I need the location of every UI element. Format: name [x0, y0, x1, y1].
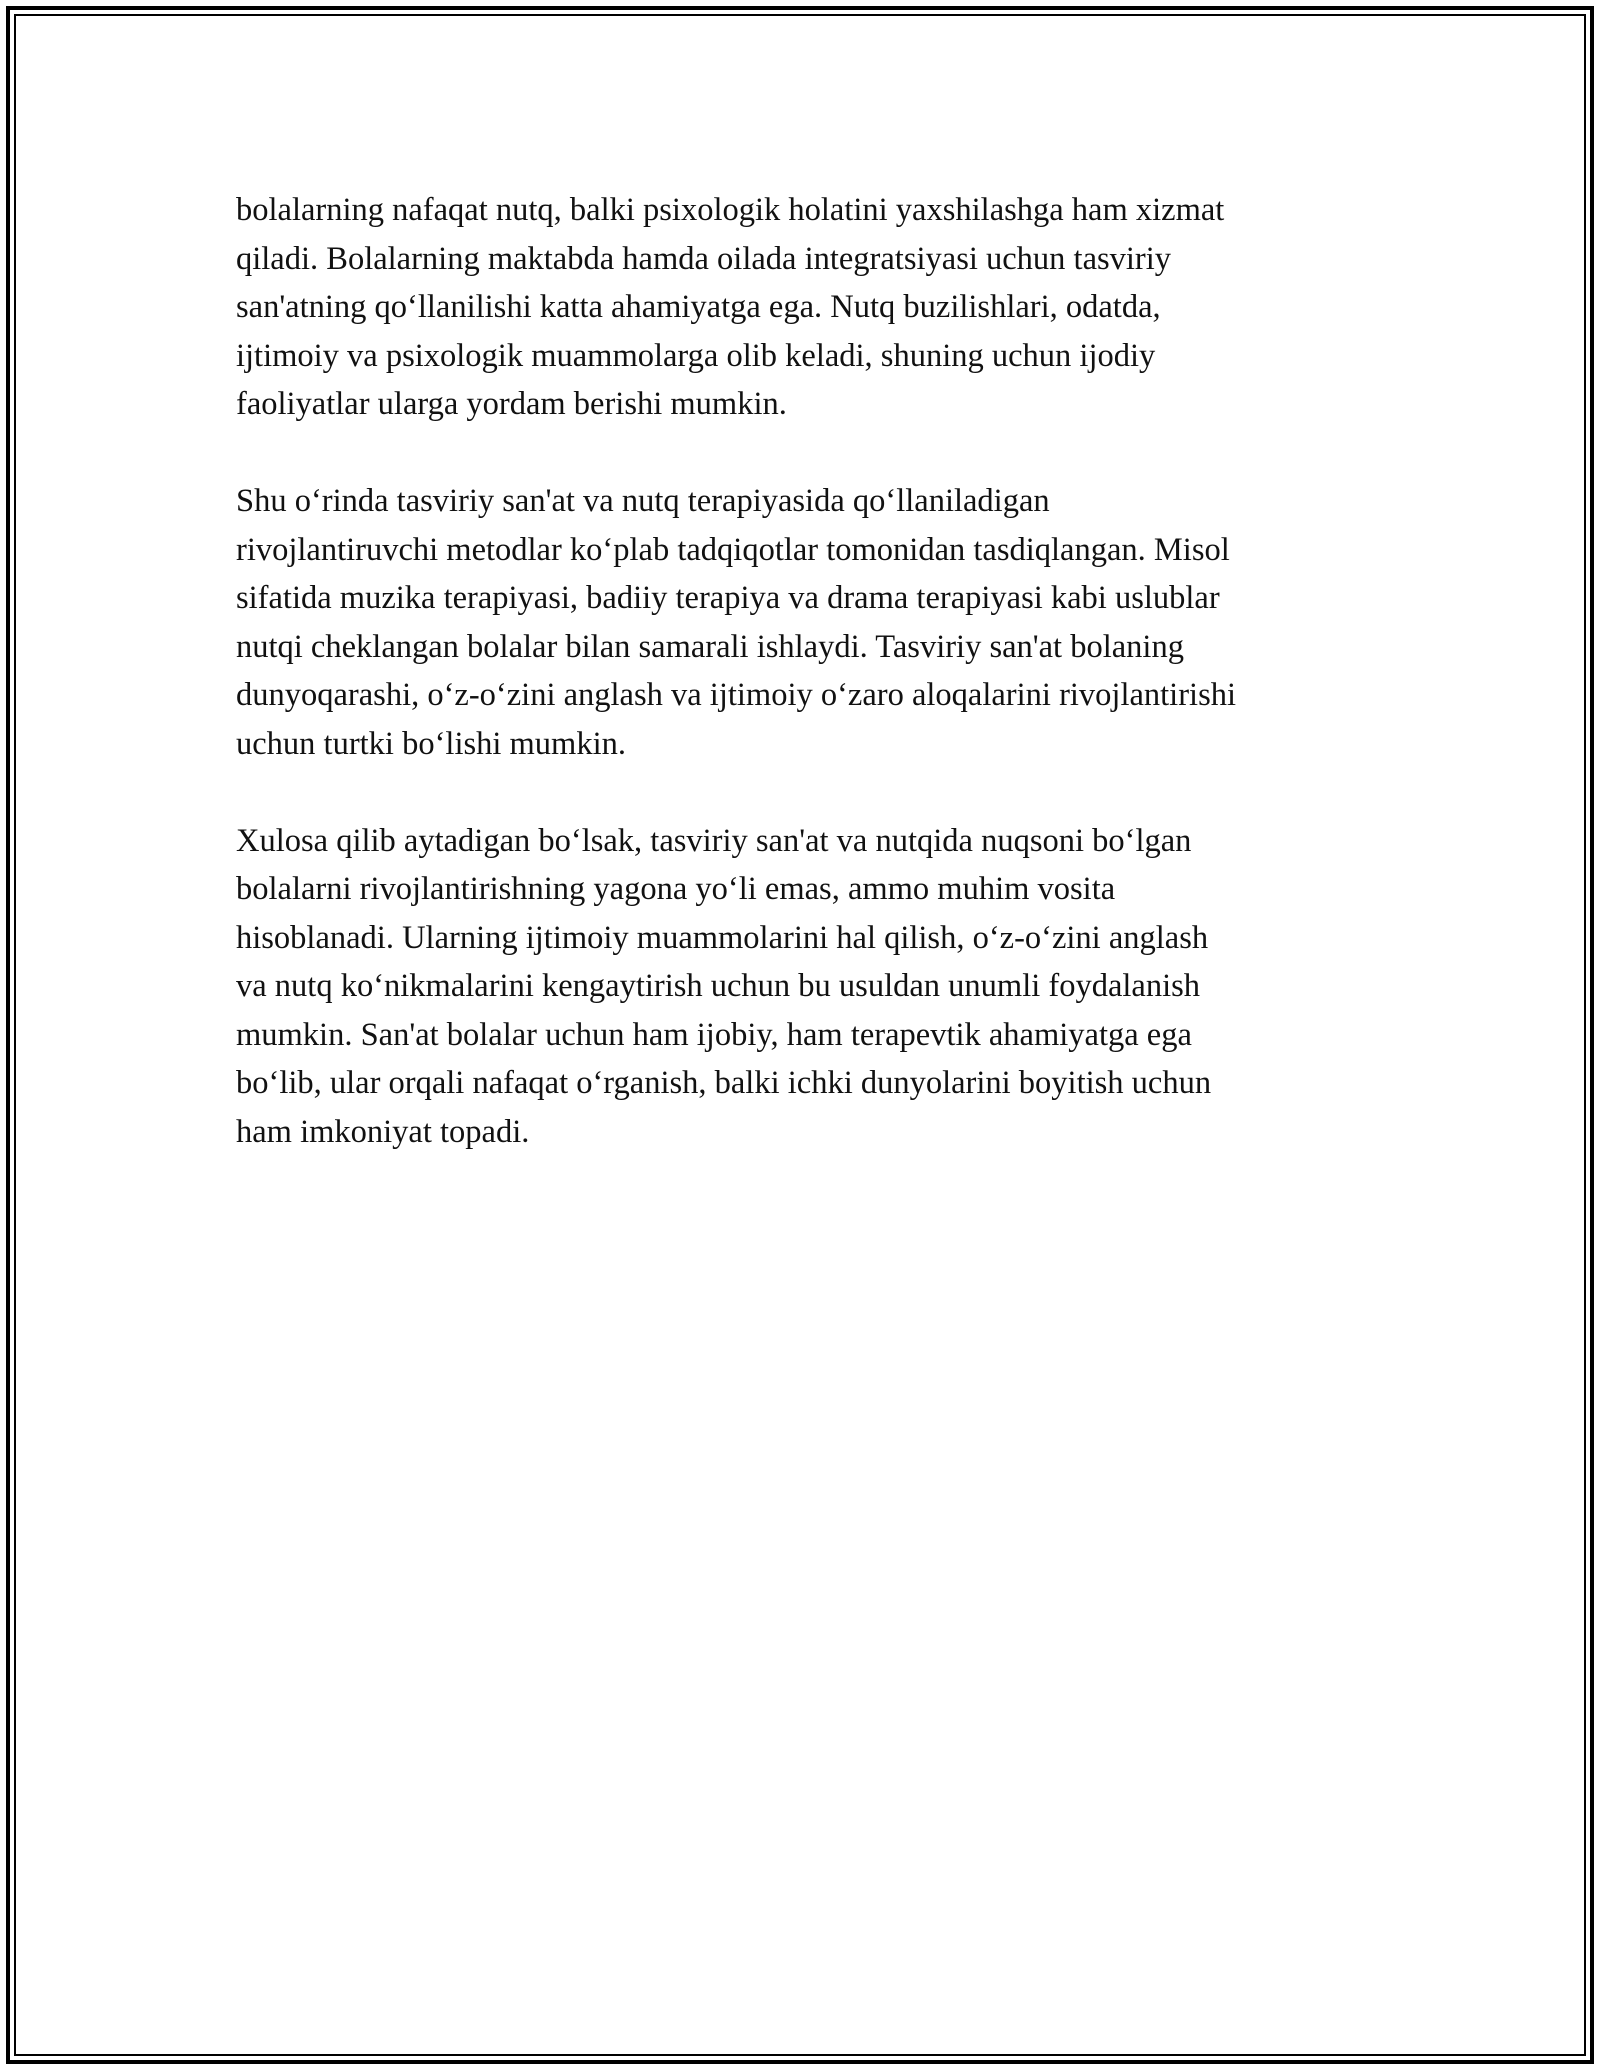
- paragraph-2: Shu o‘rinda tasviriy san'at va nutq terapiyasida qo‘llaniladigan rivojlantiruvchi metodlar ko‘plab tadqiqotlar tomonidan tasdiqlangan. Misol sifatida muzika terapiyasi, badiiy terapiya va drama terapiyasi kabi uslublar nutqi cheklangan bolalar bilan samarali ishlaydi. Tasviriy san'at bolaning dunyoqarashi, o‘z-o‘zini anglash va ijtimoiy o‘zaro aloqalarini rivojlantirishi uchun turtki bo‘lishi mumkin.: [236, 483, 1236, 762]
- document-body: [236, 186, 1376, 1156]
- paragraph-3: Xulosa qilib aytadigan bo‘lsak, tasviriy san'at va nutqida nuqsoni bo‘lgan bolalarni rivojlantirishning yagona yo‘li emas, ammo muhim vosita hisoblanadi. Ularning ijtimoiy muammolarini hal qilish, o‘z-o‘zini anglash va nutq ko‘nikmalarini kengaytirish uchun bu usuldan unumli foydalanish mumkin. San'at bolalar uchun ham ijobiy, ham terapevtik ahamiyatga ega bo‘lib, ular orqali nafaqat o‘rganish, balki ichki dunyolarini boyitish uchun ham imkoniyat topadi.: [236, 822, 1212, 1150]
- paragraph-1: bolalarning nafaqat nutq, balki psixologik holatini yaxshilashga ham xizmat qiladi. Bolalarning maktabda hamda oilada integratsiyasi uchun tasviriy san'atning qo‘llanilishi katta ahamiyatga ega. Nutq buzilishlari, odatda, ijtimoiy va psixologik muammolarga olib keladi, shuning uchun ijodiy faoliyatlar ularga yordam berishi mumkin.: [236, 192, 1225, 422]
